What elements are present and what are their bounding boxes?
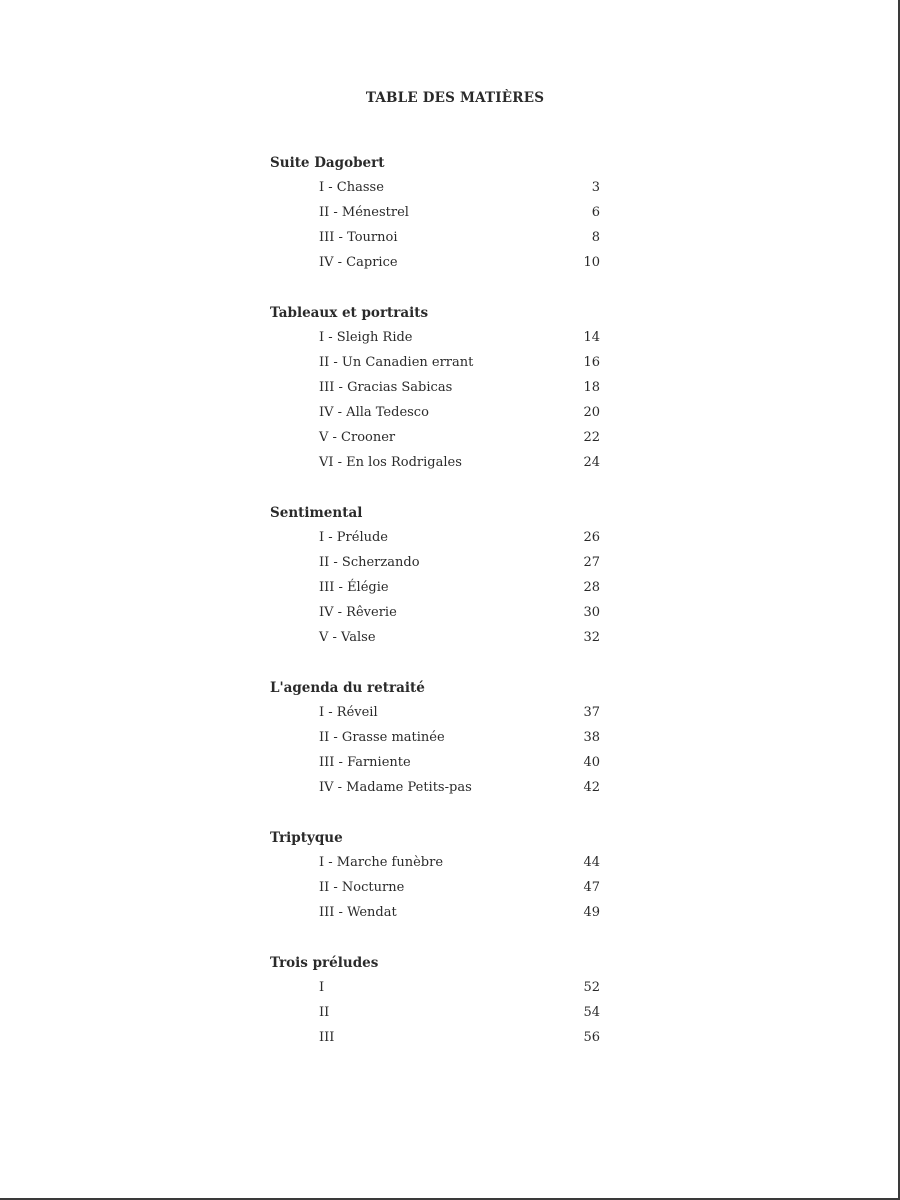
toc-entry xyxy=(270,579,600,604)
entry-label: II xyxy=(319,1005,330,1020)
toc-entry xyxy=(270,229,600,254)
toc-section xyxy=(270,304,600,479)
toc-entry xyxy=(270,904,600,929)
entry-page-number: 14 xyxy=(583,330,600,345)
entry-page-number: 47 xyxy=(583,880,600,895)
entry-page-number: 40 xyxy=(583,755,600,770)
entry-label: V - Crooner xyxy=(319,430,396,445)
page-title: TABLE DES MATIÈRES xyxy=(365,90,545,106)
entry-label: IV - Caprice xyxy=(319,255,398,270)
toc-entry xyxy=(270,404,600,429)
toc-entry xyxy=(270,754,600,779)
entry-label: II - Scherzando xyxy=(319,555,420,570)
entry-label: IV - Madame Petits-pas xyxy=(319,780,472,795)
toc-entry xyxy=(270,204,600,229)
toc-entry xyxy=(270,354,600,379)
entry-label: I - Réveil xyxy=(319,705,378,720)
entry-label: I xyxy=(319,980,325,995)
toc-entry xyxy=(270,529,600,554)
entry-label: III - Farniente xyxy=(319,755,411,770)
toc-section xyxy=(270,154,600,279)
entry-label: II - Ménestrel xyxy=(319,205,409,220)
section-title: Trois préludes xyxy=(270,955,379,971)
toc-section xyxy=(270,829,600,929)
toc-section xyxy=(270,679,600,804)
entry-page-number: 8 xyxy=(591,230,600,245)
section-title: Tableaux et portraits xyxy=(270,305,429,321)
entry-page-number: 6 xyxy=(591,205,600,220)
toc-entry xyxy=(270,854,600,879)
entry-label: III - Wendat xyxy=(319,905,397,920)
toc-entry xyxy=(270,704,600,729)
table-of-contents xyxy=(270,154,600,1079)
entry-label: VI - En los Rodrigales xyxy=(319,455,462,470)
entry-page-number: 30 xyxy=(583,605,600,620)
entry-label: I - Sleigh Ride xyxy=(319,330,413,345)
entry-label: IV - Alla Tedesco xyxy=(319,405,429,420)
toc-entry xyxy=(270,429,600,454)
entry-label: III - Élégie xyxy=(319,580,389,595)
entry-page-number: 24 xyxy=(583,455,600,470)
toc-entry xyxy=(270,329,600,354)
entry-label: I - Marche funèbre xyxy=(319,855,444,870)
entry-page-number: 32 xyxy=(583,630,600,645)
entry-page-number: 26 xyxy=(583,530,600,545)
toc-entry xyxy=(270,1029,600,1054)
entry-label: III - Tournoi xyxy=(319,230,398,245)
entry-label: II - Nocturne xyxy=(319,880,405,895)
section-title: L'agenda du retraité xyxy=(270,680,425,696)
entry-page-number: 10 xyxy=(583,255,600,270)
entry-page-number: 28 xyxy=(583,580,600,595)
section-title: Triptyque xyxy=(270,830,343,846)
toc-entry xyxy=(270,879,600,904)
toc-entry xyxy=(270,604,600,629)
entry-page-number: 54 xyxy=(583,1005,600,1020)
toc-entry xyxy=(270,729,600,754)
section-title: Sentimental xyxy=(270,505,363,521)
entry-page-number: 56 xyxy=(583,1030,600,1045)
toc-entry xyxy=(270,179,600,204)
entry-page-number: 49 xyxy=(583,905,600,920)
entry-label: II - Un Canadien errant xyxy=(319,355,474,370)
entry-label: III xyxy=(319,1030,335,1045)
entry-label: V - Valse xyxy=(319,630,376,645)
entry-page-number: 20 xyxy=(583,405,600,420)
entry-label: II - Grasse matinée xyxy=(319,730,445,745)
entry-page-number: 42 xyxy=(583,780,600,795)
entry-label: III - Gracias Sabicas xyxy=(319,380,453,395)
toc-entry xyxy=(270,379,600,404)
entry-label: I - Chasse xyxy=(319,180,384,195)
toc-entry xyxy=(270,979,600,1004)
entry-page-number: 18 xyxy=(583,380,600,395)
entry-page-number: 37 xyxy=(583,705,600,720)
entry-page-number: 52 xyxy=(583,980,600,995)
entry-page-number: 44 xyxy=(583,855,600,870)
toc-entry xyxy=(270,1004,600,1029)
entry-page-number: 3 xyxy=(591,180,600,195)
entry-page-number: 27 xyxy=(583,555,600,570)
entry-page-number: 16 xyxy=(583,355,600,370)
toc-section xyxy=(270,954,600,1054)
section-title: Suite Dagobert xyxy=(270,155,385,171)
toc-entry xyxy=(270,254,600,279)
toc-entry xyxy=(270,779,600,804)
toc-section xyxy=(270,504,600,654)
entry-page-number: 22 xyxy=(583,430,600,445)
entry-label: IV - Rêverie xyxy=(319,605,397,620)
entry-page-number: 38 xyxy=(583,730,600,745)
toc-entry xyxy=(270,554,600,579)
entry-label: I - Prélude xyxy=(319,530,388,545)
toc-entry xyxy=(270,454,600,479)
toc-entry xyxy=(270,629,600,654)
